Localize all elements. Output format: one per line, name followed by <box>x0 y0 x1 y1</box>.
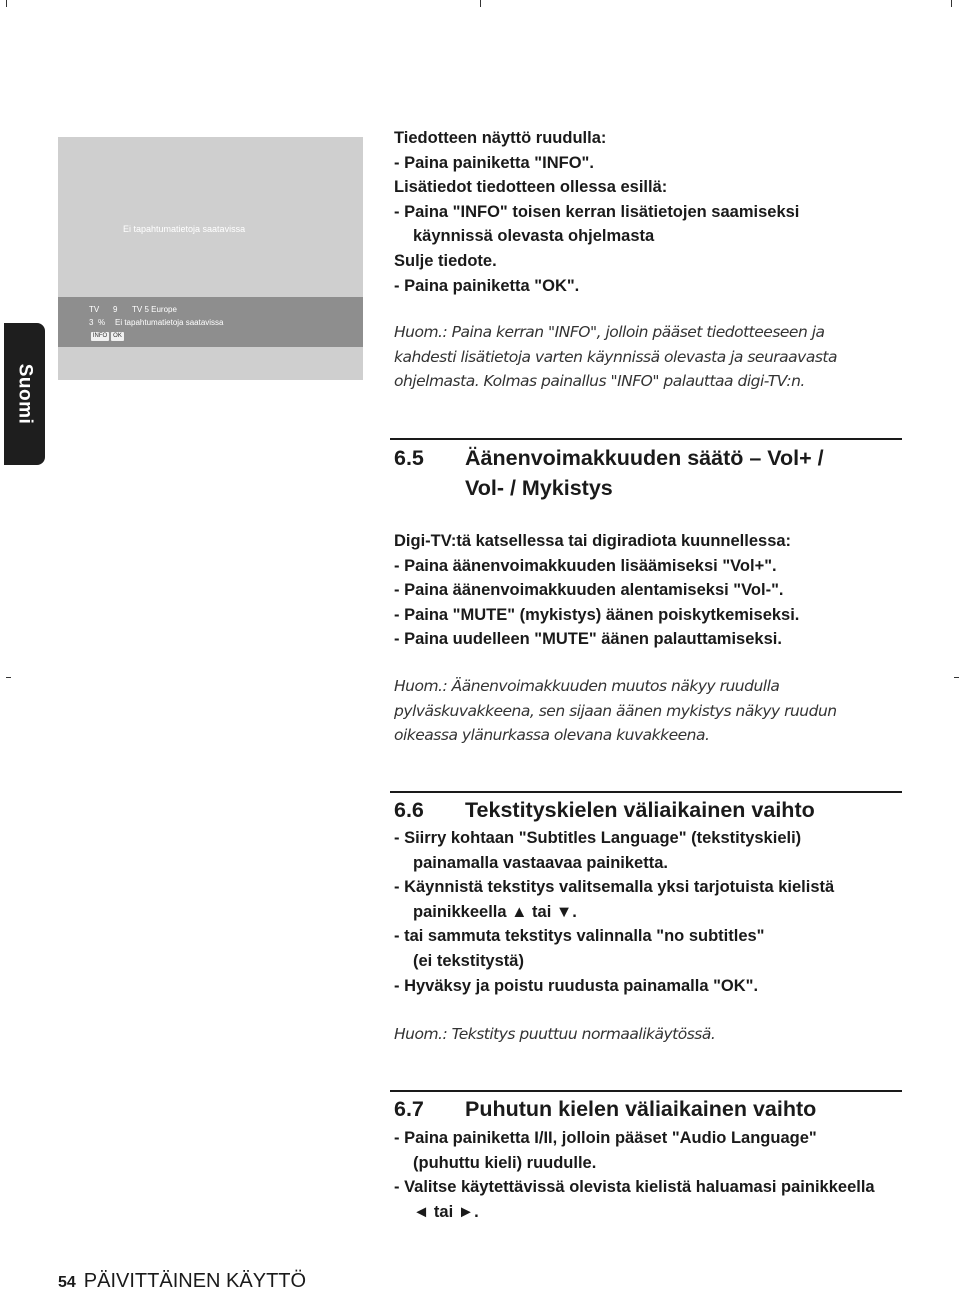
section-divider <box>390 791 902 793</box>
screen-bar-label: TV <box>89 305 100 314</box>
chapter-title: PÄIVITTÄINEN KÄYTTÖ <box>83 1270 307 1292</box>
section-number: 6.7 <box>394 1097 424 1121</box>
tv-screen-illustration <box>58 137 363 380</box>
body-line: - Valitse käytettävissä olevista kielistä haluamasi painikkeella <box>394 1178 875 1197</box>
note-text: oikeassa ylänurkassa olevana kuvakkeena. <box>394 726 710 744</box>
crop-mark <box>6 677 11 678</box>
note-text: Huom.: Tekstitys puuttuu normaalikäytössä. <box>394 1025 716 1043</box>
body-line: painikkeella ▲ tai ▼. <box>413 902 577 921</box>
section-6-5-body <box>394 529 904 652</box>
screen-bar-event-info: Ei tapahtumatietoja saatavissa <box>115 318 224 327</box>
note-text: ohjelmasta. Kolmas painallus "INFO" palauttaa digi-TV:n. <box>394 372 805 390</box>
section-number: 6.5 <box>394 446 424 470</box>
body-line: - Paina painiketta I/II, jolloin pääset "Audio Language" <box>394 1129 817 1147</box>
body-line: painamalla vastaavaa painiketta. <box>413 853 668 872</box>
screen-bar-number: 3 <box>89 318 94 327</box>
intro-block <box>394 126 904 298</box>
crop-mark <box>6 0 7 7</box>
body-line: - Paina uudelleen "MUTE" äänen palauttamiseksi. <box>394 630 782 649</box>
page-footer <box>58 1270 306 1293</box>
page-number: 54 <box>58 1274 76 1291</box>
note-text: pylväskuvakkeena, sen sijaan äänen mykistys näkyy ruudun <box>394 701 837 720</box>
section-title: Äänenvoimakkuuden säätö – Vol+ / <box>465 446 824 470</box>
crop-mark <box>951 0 952 7</box>
body-line: (ei tekstitystä) <box>413 951 524 970</box>
section-heading-6-5-cont <box>394 472 613 504</box>
body-line: - Paina äänenvoimakkuuden lisäämiseksi "Vol+". <box>394 556 777 575</box>
intro-line: käynnissä olevasta ohjelmasta <box>413 227 655 246</box>
section-6-6-note <box>394 1022 904 1047</box>
section-title: Puhutun kielen väliaikainen vaihto <box>465 1097 817 1121</box>
body-line: - Siirry kohtaan "Subtitles Language" (tekstityskieli) <box>394 829 802 847</box>
body-line: ◄ tai ►. <box>413 1202 479 1221</box>
intro-line: Lisätiedot tiedotteen ollessa esillä: <box>394 178 668 197</box>
intro-line: Sulje tiedote. <box>394 251 497 270</box>
body-line: - Paina äänenvoimakkuuden alentamiseksi "Vol-". <box>394 581 784 600</box>
section-6-6-body <box>394 826 904 998</box>
intro-line: - Paina painiketta "INFO". <box>394 153 594 172</box>
section-divider <box>390 1090 902 1092</box>
body-line: - Käynnistä tekstitys valitsemalla yksi tarjotuista kielistä <box>394 878 835 897</box>
note-text: Huom.: Äänenvoimakkuuden muutos näkyy ruudulla <box>394 677 780 695</box>
screen-bar-channel-number: 9 <box>113 305 118 314</box>
section-6-7-body <box>394 1126 904 1224</box>
body-line: (puhuttu kieli) ruudulle. <box>413 1153 597 1172</box>
section-6-5-note <box>394 674 904 748</box>
intro-line: Tiedotteen näyttö ruudulla: <box>394 129 607 147</box>
screen-info-button: INFO <box>92 333 108 339</box>
note-text: : Paina kerran "INFO", jolloin pääset tiedotteeseen ja <box>442 323 825 341</box>
screen-bar-channel-name: TV 5 Europe <box>132 305 177 314</box>
crop-mark <box>954 677 959 678</box>
section-number: 6.6 <box>394 798 424 822</box>
section-heading-6-6 <box>394 794 815 826</box>
section-divider <box>390 438 902 440</box>
language-side-tab <box>4 323 45 465</box>
crop-mark <box>480 0 481 7</box>
body-line: - tai sammuta tekstitys valinnalla "no subtitles" <box>394 927 765 946</box>
screen-message: Ei tapahtumatietoja saatavissa <box>123 224 246 234</box>
note-label: Huom. <box>394 323 443 341</box>
section-heading-6-5 <box>394 442 824 474</box>
section-title: Tekstityskielen väliaikainen vaihto <box>465 798 815 822</box>
body-line: - Paina "MUTE" (mykistys) äänen poiskytkemiseksi. <box>394 605 800 624</box>
screen-ok-button: OK <box>111 332 124 341</box>
section-title: Vol- / Mykistys <box>465 476 613 500</box>
body-line: - Hyväksy ja poistu ruudusta painamalla "OK". <box>394 976 759 995</box>
section-heading-6-7 <box>394 1093 816 1125</box>
body-line: Digi-TV:tä katsellessa tai digiradiota kuunnellessa: <box>394 532 792 550</box>
screen-bar-percent: % <box>98 318 106 327</box>
side-tab-label: Suomi <box>14 363 36 425</box>
intro-line: - Paina "INFO" toisen kerran lisätietojen saamiseksi <box>394 202 800 221</box>
intro-line: - Paina painiketta "OK". <box>394 276 580 295</box>
intro-note <box>394 320 904 394</box>
note-text: kahdesti lisätietoja varten käynnissä olevasta ja seuraavasta <box>394 347 837 366</box>
